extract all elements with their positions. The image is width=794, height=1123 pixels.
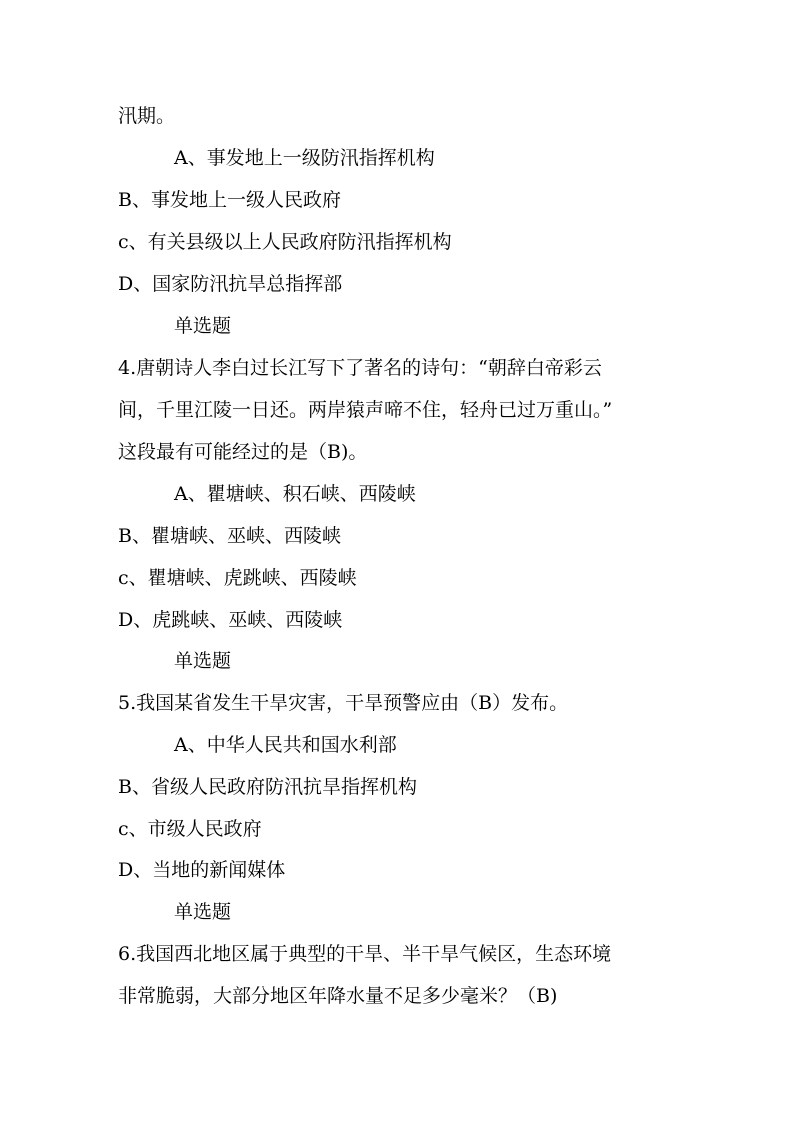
option-b-line: B、事发地上一级人民政府: [118, 189, 341, 211]
option-d-line: D、虎跳峡、巫峡、西陵峡: [118, 609, 343, 631]
option-d-line: D、国家防汛抗旱总指挥部: [118, 273, 343, 295]
question-type-label: 单选题: [174, 650, 232, 672]
question-4-line-1: 4.唐朝诗人李白过长江写下了著名的诗句：“朝辞白帝彩云: [118, 357, 602, 379]
question-4-line-2: 间，千里江陵一日还。两岸猿声啼不住，轻舟已过万重山。”: [118, 399, 613, 421]
question-5-line: 5.我国某省发生干旱灾害，干旱预警应由（B）发布。: [118, 692, 569, 714]
question-4-line-3: 这段最有可能经过的是（B)。: [118, 441, 368, 463]
option-d-line: D、当地的新闻媒体: [118, 859, 286, 881]
question-6-line-2: 非常脆弱，大部分地区年降水量不足多少毫米？（B): [118, 985, 558, 1007]
option-a-line: A、中华人民共和国水利部: [174, 734, 397, 756]
question-6-line-1: 6.我国西北地区属于典型的干旱、半干旱气候区，生态环境: [118, 943, 612, 965]
option-c-line: c、有关县级以上人民政府防汛指挥机构: [118, 231, 452, 253]
question-type-label: 单选题: [174, 901, 232, 923]
option-b-line: B、瞿塘峡、巫峡、西陵峡: [118, 525, 341, 547]
paragraph-line: 汛期。: [118, 105, 176, 127]
option-a-line: A、事发地上一级防汛指挥机构: [174, 147, 435, 169]
option-c-line: c、市级人民政府: [118, 818, 262, 840]
option-a-line: A、瞿塘峡、积石峡、西陵峡: [174, 483, 416, 505]
option-c-line: c、瞿塘峡、虎跳峡、西陵峡: [118, 567, 357, 589]
option-b-line: B、省级人民政府防汛抗旱指挥机构: [118, 776, 417, 798]
question-type-label: 单选题: [174, 315, 232, 337]
